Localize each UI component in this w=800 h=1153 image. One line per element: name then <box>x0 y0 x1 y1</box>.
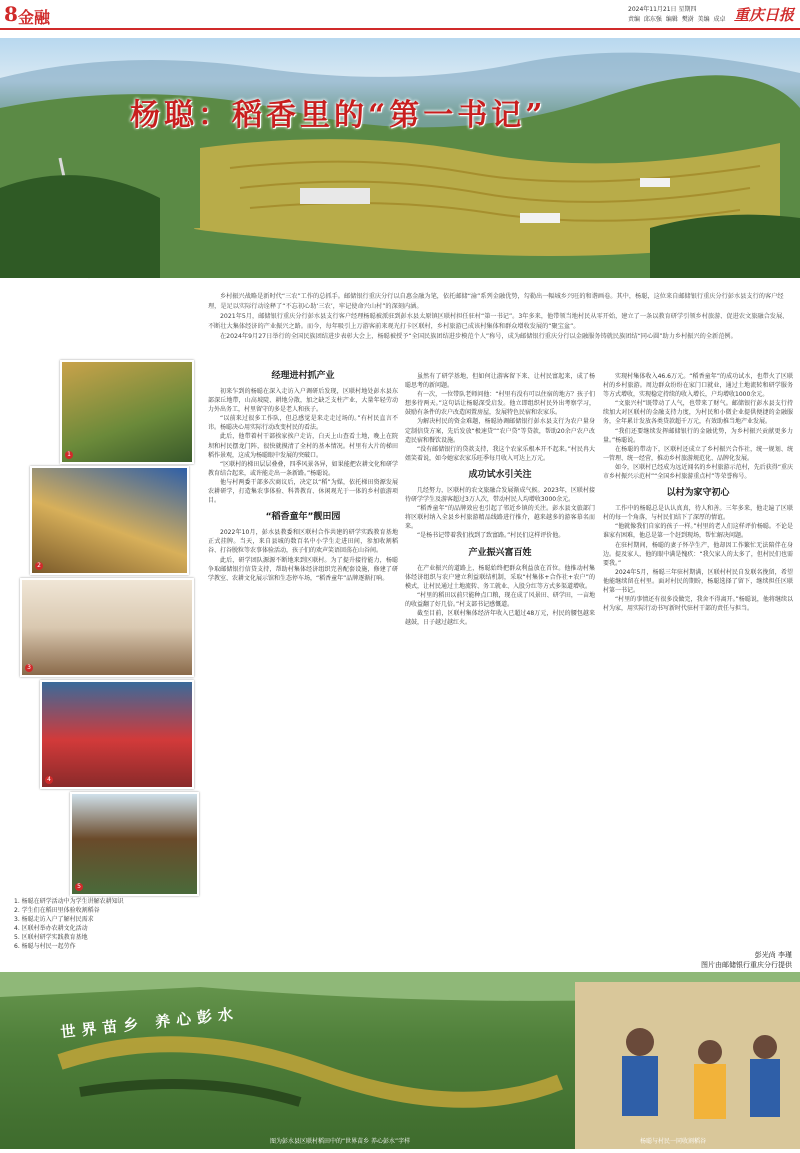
photo-caption: 6. 杨聪与村民一起劳作 <box>14 943 76 950</box>
body-paragraph: “没有邮储银行的贷款支持，我这个农家乐根本开不起来。”村民冉大姐笑着说，如今她家农家乐旺季每月收入可达上万元。 <box>405 445 595 462</box>
editors-line: 责编 邱东强 编辑 樊澍 美编 成卓 <box>628 16 726 23</box>
body-paragraph: “以前来过很多工作队，但总感觉是来走走过场的。”有村民直言不讳。杨聪决心用实际行动改变村民的看法。 <box>208 415 398 432</box>
hero-caption: 图为清水乡老鸭溪村“稻香里” <box>650 298 729 305</box>
section-title: 经理进村抓产业 <box>271 371 335 381</box>
body-paragraph: 在产业振兴的道路上，杨聪始终把群众利益放在首位。他推动村集体经济组织与农户建立利益联结机制，采取“村集体+合作社+农户”的模式，让村民通过土地流转、务工就业、入股分红等方式多渠道增收。 <box>405 564 595 590</box>
body-paragraph: “区联村的梯田层层叠叠，四季风景各异，如果能把农耕文化和研学教育结合起来，或许能走出一条新路。”杨聪说。 <box>208 460 398 477</box>
bottom-caption-right: 杨聪与村民一同收割稻谷 <box>640 1138 707 1145</box>
photo-caption: 1. 杨聪在研学活动中为学生讲解农耕知识 <box>14 898 124 905</box>
byline <box>612 950 792 970</box>
photo-strip <box>0 340 200 900</box>
body-paragraph: “村里的稻田以前只能种点口粮，现在成了风景田、研学田，一亩地的收益翻了好几倍。”村支部书记感慨道。 <box>405 591 595 608</box>
lede-paragraph: 乡村振兴战略是新时代“三农”工作的总抓手。邮储银行重庆分行以自惠金融为笔，依托邮储“渝”系列金融优势，勾勒出一幅城乡兴旺的和谐画卷。其中，杨聪，这位来自邮储银行重庆分行彭水县支行的客户经理，是足以实际行动诠释了“不忘初心助‘三农’，牢记使命兴山村”的深刻内涵。 <box>208 293 784 310</box>
photo-caption: 5. 区联村研学实践教育基地 <box>14 934 88 941</box>
headline: 杨聪：稻香里的“第一书记” <box>130 98 547 133</box>
photo-number: 2 <box>35 562 43 570</box>
body-paragraph: 实现村集体收入46.6万元。“稻香童年”的成功试水，也带火了区联村的乡村旅游。周边群众纷纷在家门口就业，通过土地流转和研学服务等方式增收，实现稳定持续的收入增长，户均增收1000余元。 <box>603 373 793 399</box>
byline-photo-credit: 图片由邮储银行重庆分行提供 <box>701 961 792 969</box>
bottom-slogan: 世界苗乡 养心彭水 <box>59 1004 240 1042</box>
rice-field-art <box>0 972 800 1149</box>
column-3 <box>603 372 793 613</box>
body-paragraph: “文旅兴村”既带动了人气，也带来了财气。邮储银行彭水县支行持续加大对区联村的金融支持力度，为村民和小微企业提供便捷的金融服务，全年累计发放各类贷款超千万元，有效助推当地产业发展。 <box>603 400 793 426</box>
bottom-caption-left: 图为彭水县区联村稻田中的“世界苗乡 养心彭水”字样 <box>270 1138 411 1145</box>
body-paragraph: 在杨聪的带动下，区联村还成立了乡村振兴合作社，统一规划、统一管理、统一经营，推动乡村旅游规范化、品牌化发展。 <box>603 445 793 462</box>
newspaper-logo: 重庆日报 <box>734 6 795 24</box>
section-title: 产业振兴富百姓 <box>468 547 532 558</box>
photo-1 <box>60 360 194 464</box>
masthead <box>0 0 800 34</box>
body-paragraph: 有一次，一位带队老师问他：“村里有没有可以住宿的地方？孩子们想多待两天。”这句话让杨聪深受启发。他立即组织村民外出考察学习，鼓励有条件的农户改造闲置房屋，发展特色民宿和农家乐。 <box>405 391 595 417</box>
lede-paragraph: 2021年5月，邮储银行重庆分行彭水县支行客户经理杨聪被派驻到彭水县太原镇区联村担任驻村“第一书记”。3年多来，他带领当地村民从零开始，建立了一条以教育研学引领乡村旅游、促进农文旅融合发展、不断壮大集体经济的产业振兴之路。而今，每年吸引上万游客前来观光打卡区联村，乡村旅游已成该村集体和群众增收发展的“聚宝盆”。 <box>208 313 789 330</box>
column-2 <box>405 372 595 627</box>
terrace-landscape <box>0 38 800 278</box>
photo-caption: 2. 学生们在稻田里体验收割稻谷 <box>14 907 100 914</box>
section-title: 以村为家守初心 <box>666 488 730 499</box>
photo-2 <box>30 466 189 575</box>
village-building <box>300 188 370 204</box>
photo-number: 1 <box>65 451 73 459</box>
byline-authors: 彭光尚 李瑾 <box>754 951 792 959</box>
body-paragraph: “是杨书记带着我们找到了致富路。”村民们这样评价他。 <box>417 532 565 540</box>
body-paragraph: “村里的事情还有很多没做完，我舍不得离开。”杨聪说，他将继续以村为家，用实际行动书写新时代驻村干部的责任与担当。 <box>603 596 793 613</box>
bottom-image <box>0 972 800 1149</box>
section-number: 8 <box>4 2 18 26</box>
lede-paragraph: 在2024年9月27日举行的全国民族团结进步表彰大会上，杨聪被授予“全国民族团结进步模范个人”称号，成为邮储银行重庆分行以金融服务铸就民族团结“同心圆”助力乡村振兴的全新范例。 <box>220 333 737 340</box>
body-paragraph: 如今，区联村已经成为远近闻名的乡村旅游示范村，先后获得“重庆市乡村振兴示范村”“全国乡村旅游重点村”等荣誉称号。 <box>603 463 793 481</box>
body-paragraph: “我们还要继续发挥邮储银行的金融优势，为乡村振兴贡献更多力量。”杨聪说。 <box>603 427 793 444</box>
section-title: 成功试水引关注 <box>468 469 532 480</box>
photo-5 <box>70 792 199 896</box>
body-paragraph: 为解决村民的资金难题，杨聪协调邮储银行彭水县支行为农户量身定制信贷方案，先后发放“极速贷”“农户贷”等贷款，帮助20余户农户改造民宿和餐饮设施。 <box>405 418 595 444</box>
body-paragraph: 他与村两委干部多次商议后，决定以“稻”为媒，依托梯田资源发展农耕研学，打造集农事体验、科普教育、休闲观光于一体的乡村旅游项目。 <box>208 478 398 505</box>
body-paragraph: 工作中的杨聪总是认认真真，待人和善。三年多来，他走遍了区联村的每一个角落，与村民们结下了深厚的情谊。 <box>603 505 793 522</box>
section-name: 金融 <box>18 8 51 27</box>
body-paragraph: 几经努力，区联村的农文旅融合发展渐成气候。2023年，区联村接待研学学生及游客超过3万人次，带动村民人均增收3000余元。 <box>405 486 595 504</box>
body-paragraph: 虽然有了研学基地，但如何让游客留下来、让村民富起来，成了杨聪思考的新问题。 <box>405 373 595 390</box>
photo-caption: 3. 杨聪走访入户了解村民需求 <box>14 916 94 923</box>
body-paragraph: 初来乍到的杨聪在深入走访入户调研后发现，区联村地处彭水县东部深丘地带，山高坡陡、耕地分散，加之缺乏支柱产业，大量年轻劳动力外出务工，村里留守的多是老人和孩子。 <box>208 388 398 414</box>
lede <box>208 292 792 342</box>
body-paragraph: 此后，他带着村干部挨家挨户走访，白天上山查看土地，晚上在院坝和村民摆龙门阵，很快就摸清了全村的基本情况。村里有大片的梯田稻作景观，这成为杨聪眼中发展的突破口。 <box>208 433 398 459</box>
body-paragraph: 此后，研学团队源源不断地来到区联村。为了提升接待能力，杨聪争取邮储银行信贷支持，帮助村集体经济组织完善配套设施，修建了研学教室、农耕文化展示馆和生态停车场，“稻香童年”品牌逐渐打响。 <box>208 556 398 582</box>
body-paragraph: 2024年5月，杨聪三年驻村期满，区联村村民自发联名挽留，希望他能继续留在村里。面对村民的期盼，杨聪选择了留下，继续担任区联村第一书记。 <box>603 568 793 594</box>
masthead-rule <box>0 28 800 30</box>
body-paragraph: 2022年10月，彭水县教委和区联村合作共建的研学实践教育基地正式挂牌。当天，来自县城的数百名中小学生走进田间，参加收割稻谷、打谷脱粒等农事体验活动，孩子们的欢声笑语回荡在山谷间。 <box>208 529 398 555</box>
photo-captions <box>14 897 184 951</box>
photo-number: 5 <box>75 883 83 891</box>
body-paragraph: “他就像我们自家的孩子一样。”村里的老人们这样评价杨聪。不论是谁家有困难，他总是第一个赶到现场，帮忙解决问题。 <box>603 523 793 540</box>
photo-caption: 4. 区联村举办农耕文化活动 <box>14 925 88 932</box>
section-title: “稻香童年”靓田园 <box>265 512 341 523</box>
body-paragraph: 在驻村期间，杨聪的妻子怀孕生产，他却因工作繁忙无法陪伴在身边。提及家人，他的眼中满是愧疚：“我欠家人的太多了，但村民们也需要我。” <box>603 541 793 567</box>
body-paragraph: “稻香童年”的品牌效应也引起了邻近乡镇的关注。彭水县文旅部门将区联村纳入全县乡村旅游精品线路进行推介，越来越多的游客慕名而来。 <box>405 505 595 531</box>
photo-3 <box>20 578 194 677</box>
photo-4 <box>40 680 194 789</box>
column-1 <box>208 370 398 583</box>
photo-number: 4 <box>45 776 53 784</box>
body-paragraph: 截至目前，区联村集体经济年收入已超过48万元，村民的腰包越来越鼓，日子越过越红火。 <box>405 609 595 627</box>
dateline: 2024年11月21日 星期四 <box>628 6 697 13</box>
photo-number: 3 <box>25 664 33 672</box>
